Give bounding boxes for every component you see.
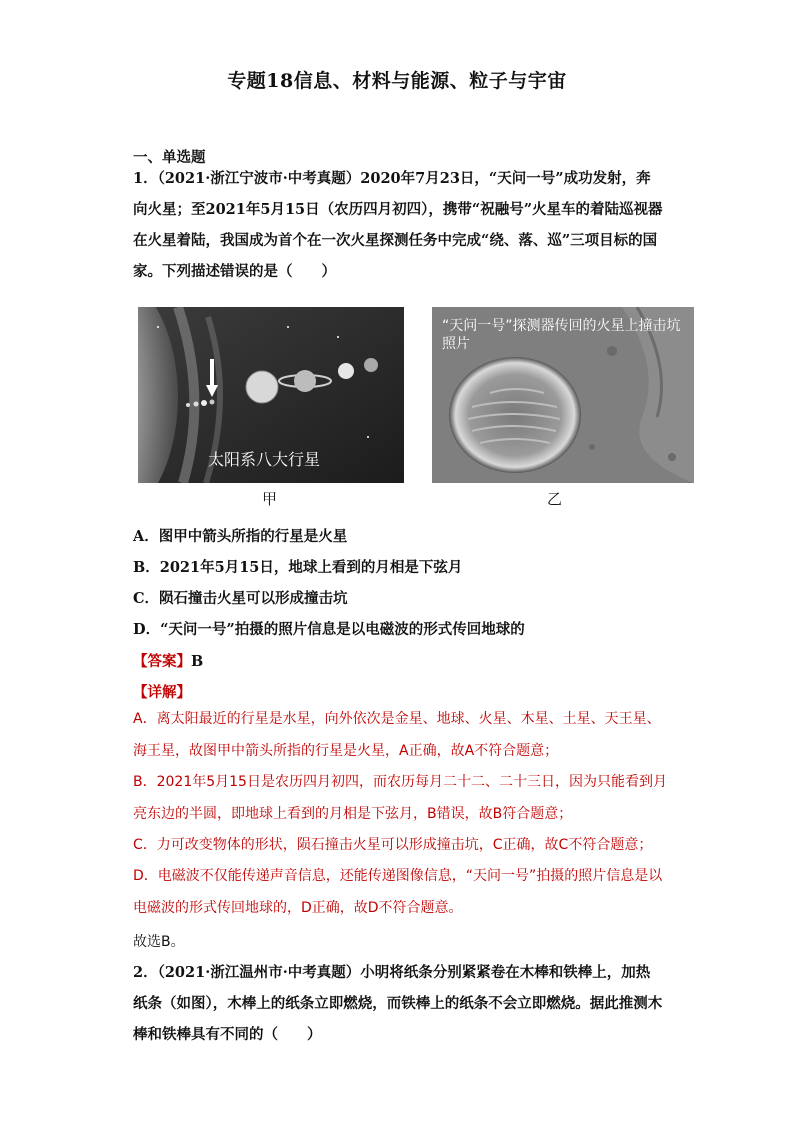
option-c: C．陨石撞击火星可以形成撞击坑 <box>133 590 348 607</box>
mars-crater-caption: “天问一号”探测器传回的火星上撞击坑照片 <box>442 318 681 352</box>
explanation-a: A．离太阳最近的行星是水星，向外依次是金星、地球、火星、木星、土星、天王星、海王星，故图甲中箭头所指的行星是火星，A正确，故A不符合题意； <box>133 711 661 759</box>
answer-label: 【答案】 <box>133 653 191 670</box>
question-2-text: 2．（2021·浙江温州市·中考真题）小明将纸条分别紧紧卷在木棒和铁棒上，加热纸条（如图），木棒上的纸条立即燃烧，而铁棒上的纸条不会立即燃烧。据此推测木棒和铁棒具有不同的（ ） <box>133 964 663 1043</box>
explanation-b: B．2021年5月15日是农历四月初四，而农历每月二十二、二十三日，因为只能看到月亮东边的半圆，即地球上看到的月相是下弦月，B错误，故B符合题意； <box>133 774 667 822</box>
solar-system-caption: 太阳系八大行星 <box>208 450 321 469</box>
option-a: A．图甲中箭头所指的行星是火星 <box>133 528 348 545</box>
option-d: D．“天问一号”拍摄的照片信息是以电磁波的形式传回地球的 <box>133 621 525 638</box>
explanation-d: D．电磁波不仅能传递声音信息，还能传递图像信息，“天问一号”拍摄的照片信息是以电磁波的形式传回地球的，D正确，故D不符合题意。 <box>133 868 663 916</box>
answer-line <box>133 650 203 671</box>
explanation-c: C．力可改变物体的形状，陨石撞击火星可以形成撞击坑，C正确，故C不符合题意； <box>133 837 653 853</box>
page-title: 专题18信息、材料与能源、粒子与宇宙 <box>227 70 567 92</box>
option-b: B．2021年5月15日，地球上看到的月相是下弦月 <box>133 559 463 576</box>
question-1-text: 1．（2021·浙江宁波市·中考真题）2020年7月23日，“天问一号”成功发射，奔向火星；至2021年5月15日（农历四月初四），携带“祝融号”火星车的着陆巡视器在火星着陆，我国成为首个在一次火星探测任务中完成“绕、落、巡”三项目标的国家。下列描述错误的是（ ） <box>133 170 663 280</box>
answer-value: B <box>191 653 204 670</box>
detail-label: 【详解】 <box>133 684 191 701</box>
conclusion: 故选B。 <box>133 934 185 950</box>
mars-crater-image <box>432 307 694 483</box>
figure-label-yi: 乙 <box>547 490 563 508</box>
solar-system-image <box>138 307 404 483</box>
figure-label-jia: 甲 <box>262 490 278 508</box>
section-heading: 一、单选题 <box>133 149 206 166</box>
